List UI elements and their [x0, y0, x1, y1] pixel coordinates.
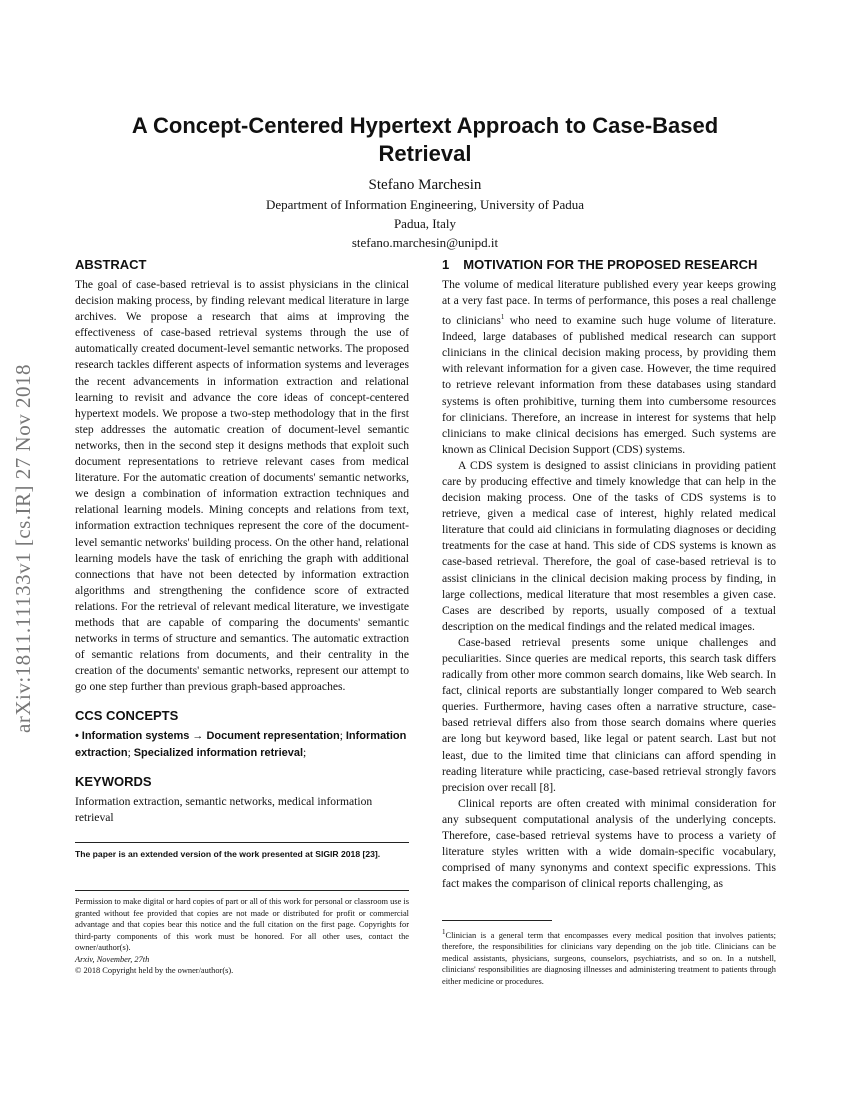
left-column	[75, 256, 409, 859]
venue-text: Arxiv, November, 27th	[75, 954, 150, 964]
permission-text: Permission to make digital or hard copies of part or all of this work for personal or classroom use is granted without fee provided that copies are not made or distributed for profit or commercial advantage and that copies bear this notice and the full citation on the first page. Copyrights for third-party components of this work must be honored. For all other uses, contact the owner/author(s).	[75, 897, 409, 952]
arxiv-stamp	[2, 298, 44, 798]
ccs-heading: CCS CONCEPTS	[75, 708, 179, 724]
section-1-paragraph-1	[442, 277, 776, 458]
abstract-heading: ABSTRACT	[75, 257, 147, 272]
section-1-paragraph-2: A CDS system is designed to assist clinicians in providing patient care by producing effective and timely knowledge that can help in the decision making process. One of the tasks of CDS systems is to retrieve, given a medical case of interest, highly related medical literature that could aid clinicians in formulating diagnoses or deciding treatments for the case at hand. This side of CDS systems is known as case-based retrieval. Therefore, the goal of case-based retrieval is to assist clinicians in the clinical decision making process by finding, in large collections, medical literature that most resembles a given case. Cases are described by reports, usually composed of a textual description on the medical findings and the related medical images.	[442, 458, 776, 633]
section-1-title: MOTIVATION FOR THE PROPOSED RESEARCH	[463, 257, 758, 272]
footnote-text	[442, 927, 776, 987]
author-block	[200, 176, 650, 252]
ccs-concepts	[75, 728, 409, 760]
ccs-sep-2: ;	[127, 745, 134, 759]
ccs-item-1: Information systems → Document representation	[81, 730, 340, 743]
ccs-item-2: Information extraction	[75, 730, 407, 759]
keywords-heading: KEYWORDS	[75, 773, 152, 789]
ccs-bullet: •	[75, 730, 79, 743]
footnote-number: 1	[442, 928, 446, 936]
author-affiliation: Department of Information Engineering, University of Padua	[265, 197, 585, 212]
author-name: Stefano Marchesin	[368, 177, 482, 193]
footnote-divider	[442, 920, 552, 921]
right-column	[442, 256, 776, 892]
keywords-text: Information extraction, semantic networks, medical information retrieval	[75, 794, 373, 824]
permission-divider	[75, 890, 409, 891]
section-1-paragraph-4: Clinical reports are often created with minimal consideration for any subsequent computational analysis of the underlying concepts. Therefore, case-based retrieval systems have to process a variety of literature styles written with a wide domain-specific vocabulary, comprised of many synonyms and context specific expressions. This fact makes the comparison of clinical reports challenging, as	[442, 796, 776, 891]
extended-version-note: The paper is an extended version of the work presented at SIGIR 2018 [23].	[75, 848, 381, 859]
section-1-paragraph-3: Case-based retrieval presents some unique challenges and peculiarities. Since queries are medical reports, this search task differs radically from other more common search domains, like Web search. In fact, clinical reports are substantially longer compared to Web search queries. Furthermore, having cases often a narrative structure, case-based retrieval differs also from those search domains where queries are long but keyword based, like legal or patent search. Last but not least, due to the limited time that clinicians can afford spending in reading literature while practicing, case-based retrieval strongly favors precision over recall [8].	[442, 635, 776, 794]
abstract-text: The goal of case-based retrieval is to assist physicians in the clinical decision making process, by finding relevant medical literature in large archives. We propose a research that aims at improving the effectiveness of case-based retrieval systems through the use of automatically created document-level semantic networks. The proposed research tackles different aspects of information systems and leverages the recent advancements in information extraction and relational learning to revisit and advance the core ideas of concept-centered hypertext models. We propose a two-step methodology that in the first step addresses the automatic creation of document-level semantic networks, then in the second step it designs methods that exploit such document representations to retrieve relevant cases from medical literature. For the automatic creation of documents' semantic networks, we design a combination of information extraction techniques and relational learning models. Mining concepts and relations from text, information extraction techniques represent the core of the document-level semantic networks' building process. On the other hand, relational learning models have the task of enriching the graph with additional connections that have not been detected by information extraction algorithms and strengthening the confidence score of extracted relations. For the retrieval of relevant medical literature, we investigate methods that are capable of comparing the documents' semantic networks in terms of structure and semantics. The automatic extraction of semantic relations from documents, and their centrality in the creation of the documents' semantic networks, represent our attempt to go one step further than previous graph-based approaches.	[75, 278, 409, 694]
author-email: stefano.marchesin@unipd.it	[351, 235, 499, 250]
footnote-block	[442, 920, 776, 987]
ccs-item-3: Specialized information retrieval	[133, 746, 304, 759]
copyright-text: © 2018 Copyright held by the owner/author(s).	[75, 966, 234, 975]
ccs-sep-1: ;	[339, 729, 346, 743]
author-location: Padua, Italy	[393, 216, 457, 231]
paragraph-1-text-b: who need to examine such huge volume of literature. Indeed, large databases of published medical research can support clinicians in the clinical decision making process, by providing them with relevant information for a given case. However, the time required to retrieve relevant information from these databases using standard systems is often prohibitive, turning them into cumbersome resources for clinicians. Therefore, an increase in interest for systems that help clinicians to make clinical decisions has emerged. Such systems are known as Clinical Decision Support (CDS) systems.	[442, 314, 776, 456]
paragraph-1-text-a: The volume of medical literature published every year keeps growing at a very fast pace. In terms of performance, this poses a real challenge to clinicians	[442, 278, 776, 328]
ccs-end: ;	[303, 745, 307, 759]
paper-title: A Concept-Centered Hypertext Approach to Case-Based Retrieval	[131, 113, 719, 166]
note-divider	[75, 842, 409, 843]
section-1-heading	[442, 256, 776, 273]
section-1-number: 1	[442, 257, 450, 272]
permission-block	[75, 890, 409, 977]
footnote-marker: 1	[500, 313, 505, 322]
footnote-body: Clinician is a general term that encompasses every medical position that involves patients; therefore, the responsibilities for clinicians vary depending on the job title. Clinicians can be medical assistants, physicians, surgeons, counselors, psychiatrists, and so on. In a nutshell, clinicians' responsibilities are diagnosing illnesses and administering treatment to patients through either medicine or procedures.	[442, 930, 776, 986]
arxiv-stamp-text: arXiv:1811.11133v1 [cs.IR] 27 Nov 2018	[10, 363, 35, 733]
